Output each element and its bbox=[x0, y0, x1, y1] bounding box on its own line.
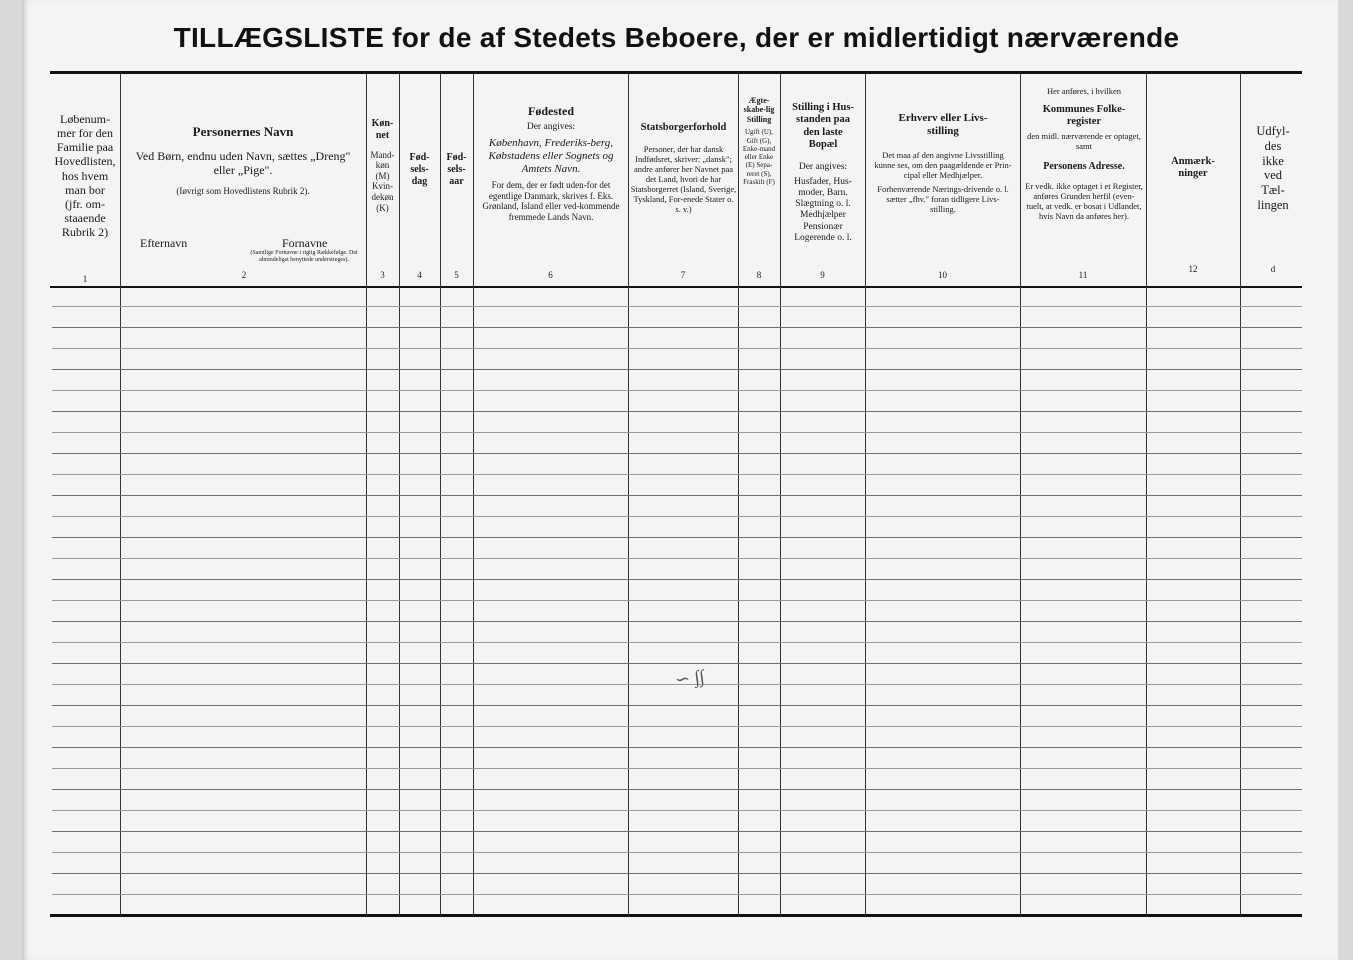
row-line bbox=[52, 579, 1302, 580]
row-line bbox=[52, 852, 1302, 853]
row-line bbox=[52, 894, 1302, 895]
row-line bbox=[52, 810, 1302, 811]
col-number: 2 bbox=[241, 270, 247, 280]
row-line bbox=[52, 642, 1302, 643]
row-line bbox=[52, 516, 1302, 517]
col-12-header: Anmærk-ninger bbox=[1171, 156, 1215, 180]
form-title: TILLÆGSLISTE for de af Stedets Beboere, der er midlertidigt nærværende bbox=[173, 22, 1180, 53]
top-rule bbox=[50, 71, 1302, 74]
col-d-header: Udfyl- des ikke ved Tæl- lingen bbox=[1256, 124, 1290, 212]
row-line bbox=[52, 768, 1302, 769]
col-11-header: Her anføres, i hvilken Kommunes Folke-register den midl. nærværende er optaget, samt Personens Adresse. Er vedk. ikke optaget i et Register, anføres Grunden herfil (even-tuelt, at vedk. er bosat i Udlandet, hvis Navn da anføres her). bbox=[1025, 86, 1143, 221]
row-line bbox=[52, 789, 1302, 790]
row-line bbox=[52, 726, 1302, 727]
col-number: 7 bbox=[680, 270, 686, 280]
col-10-header: Erhverv eller Livs-stilling Det maa af den angivne Livsstilling kunne ses, om den paagældende er Prin-cipal eller Medhjælper. Forhenværende Nærings-drivende o. l. sætter „fhv." foran tidligere Livs-stilling. bbox=[874, 112, 1012, 215]
col-number: 3 bbox=[380, 270, 385, 280]
row-line bbox=[52, 327, 1302, 328]
row-line bbox=[52, 495, 1302, 496]
row-line bbox=[52, 474, 1302, 475]
row-line bbox=[52, 453, 1302, 454]
col-1-header: Løbenum- mer for den Familie paa Hovedlisten, hos hvem man bor (jfr. om- staaende Rubrik 2) bbox=[54, 112, 116, 240]
col-number: 8 bbox=[756, 270, 762, 280]
col-number: d bbox=[1270, 264, 1276, 274]
row-line bbox=[52, 348, 1302, 349]
col-number: 1 bbox=[82, 274, 88, 284]
row-line bbox=[52, 411, 1302, 412]
row-line bbox=[52, 747, 1302, 748]
row-line bbox=[52, 705, 1302, 706]
col-number: 6 bbox=[548, 270, 553, 280]
fornavne-note: (Samtlige Fornavne i rigtig Rækkefølge. Det almindeligst benyttede understreges). bbox=[250, 250, 358, 263]
col-number: 5 bbox=[454, 270, 459, 280]
header-rule bbox=[50, 286, 1302, 288]
handwritten-mark: ∽ ∫∫ bbox=[673, 666, 706, 690]
row-line bbox=[52, 558, 1302, 559]
row-line bbox=[52, 621, 1302, 622]
col-number: 4 bbox=[417, 270, 422, 280]
efternavn-label: Efternavn bbox=[140, 236, 188, 250]
row-line bbox=[52, 432, 1302, 433]
row-line bbox=[52, 390, 1302, 391]
col-number: 11 bbox=[1078, 270, 1088, 280]
row-line bbox=[52, 663, 1302, 664]
col-number: 9 bbox=[820, 270, 825, 280]
col-9-header: Stilling i Hus-standen paa den laste Bopæl Der angives: Husfader, Hus- moder, Barn. Slægtning o. l. Medhjælper Pensionær Logerende o. l. bbox=[792, 102, 854, 243]
row-line bbox=[52, 369, 1302, 370]
col-5-header: Fød-sels-aar bbox=[446, 152, 467, 187]
row-line bbox=[52, 873, 1302, 874]
col-7-header: Statsborgerforhold Personer, der har dansk Indfødsret, skriver: „dansk"; andre anfører her Navnet paa det Land, hvori de har Statsborgerret (Island, Sverige, Tyskland, For-enede Stater o. s. v.) bbox=[630, 122, 737, 215]
col-8-header: Ægte-skabe-lig Stilling Ugift (U), Gift (G), Enke-mand eller Enke (E) Sepa-reret (S), Fraskilt (F) bbox=[742, 96, 776, 186]
row-line bbox=[52, 600, 1302, 601]
col-number: 12 bbox=[1188, 264, 1198, 274]
row-line bbox=[52, 831, 1302, 832]
row-line bbox=[52, 537, 1302, 538]
col-number: 10 bbox=[938, 270, 947, 280]
row-line bbox=[52, 306, 1302, 307]
fornavne-label: Fornavne bbox=[282, 236, 328, 250]
col-2-header: Personernes Navn Ved Børn, endnu uden Navn, sættes „Dreng" eller „Pige". (Iøvrigt som Hovedlistens Rubrik 2). bbox=[135, 124, 351, 196]
col-4-header: Fød-sels-dag bbox=[409, 152, 430, 187]
col-6-header: Fødested Der angives: København, Frederiks-berg, Købstadens eller Sognets og Amtets Navn. For dem, der er født uden-for det egentlige Danmark, skrives f. Eks. Grønland, Island eller ved-kommende fremmede Lands Navn. bbox=[482, 104, 620, 223]
col-3-header: Køn-net Mand- køn (M) Kvin- dekøn (K) bbox=[370, 118, 395, 213]
bottom-rule bbox=[50, 914, 1302, 917]
